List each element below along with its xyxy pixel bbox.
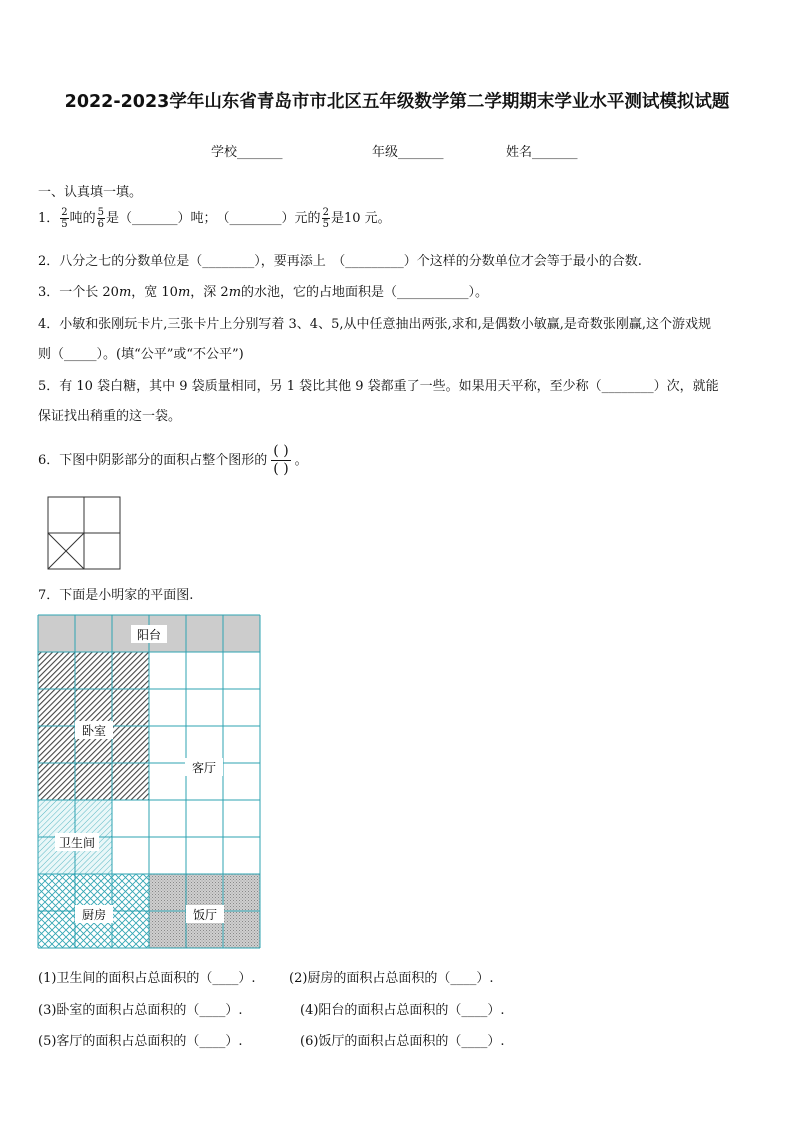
name-field[interactable]: 姓名_______ — [506, 145, 578, 160]
q1-number: 1． — [38, 211, 60, 226]
question-5-line-1: 5．有 10 袋白糖，其中 9 袋质量相同，另 1 袋比其他 9 袋都重了一些。如果用天平称，至少称（________）次，就能 — [38, 379, 719, 394]
q6-grid-figure — [47, 496, 123, 570]
question-4-line-1: 4．小敏和张刚玩卡片,三张卡片上分别写着 3、4、5,从中任意抽出两张,求和,是偶数小敏赢,是奇数张刚赢,这个游戏规 — [38, 317, 712, 332]
question-1 — [38, 207, 391, 230]
fraction-5-6: $\frac{5}{6}$ — [97, 207, 105, 230]
question-6: 6．下图中阴影部分的面积占整个图形的 $\frac{( )}{( )}$ 。 — [38, 443, 308, 477]
floor-plan — [37, 614, 263, 952]
question-2: 2．八分之七的分数单位是（________），要再添上 （_________）个这样的分数单位才会等于最小的合数. — [38, 254, 642, 269]
question-7: 7．下面是小明家的平面图. — [38, 588, 194, 603]
sub-question-2: (2)厨房的面积占总面积的（____）. — [289, 971, 494, 986]
label-balcony: 阳台 — [136, 628, 162, 642]
q1-text-b: 是（_______）吨； （________）元的 — [106, 211, 321, 226]
sub-question-1: (1)卫生间的面积占总面积的（____）. — [38, 971, 256, 986]
fraction-2-5: $\frac{2}{5}$ — [61, 207, 68, 230]
label-bathroom: 卫生间 — [58, 836, 96, 850]
q6-text: 6．下图中阴影部分的面积占整个图形的 — [38, 453, 268, 468]
label-dining-room: 饭厅 — [192, 908, 218, 922]
sub-question-5: (5)客厅的面积占总面积的（____）. — [38, 1034, 243, 1049]
fraction-2-5-b: $\frac{2}{5}$ — [322, 207, 329, 230]
section-heading: 一、认真填一填。 — [38, 185, 143, 200]
question-5-line-2: 保证找出稍重的这一袋。 — [38, 409, 182, 424]
page-title: 2022-2023学年山东省青岛市市北区五年级数学第二学期期末学业水平测试模拟试题 — [64, 92, 730, 112]
sub-question-3: (3)卧室的面积占总面积的（____）. — [38, 1003, 243, 1018]
grade-field[interactable]: 年级_______ — [372, 145, 444, 160]
q1-text-a: 吨的 — [69, 211, 96, 226]
sub-question-6: (6)饭厅的面积占总面积的（____）. — [300, 1034, 505, 1049]
sub-question-4: (4)阳台的面积占总面积的（____）. — [300, 1003, 505, 1018]
question-4-line-2: 则（_____）。(填“公平”或“不公平”) — [38, 347, 244, 362]
label-living-room: 客厅 — [191, 761, 217, 775]
answer-fraction[interactable]: $\frac{( )}{( )}$ — [273, 443, 289, 477]
question-3: 3．一个长 20m，宽 10m，深 2m的水池，它的占地面积是（___________）。 — [38, 285, 489, 300]
label-bedroom: 卧室 — [81, 724, 107, 738]
label-kitchen: 厨房 — [81, 908, 107, 922]
q1-text-c: 是10 元。 — [330, 211, 391, 226]
school-field[interactable]: 学校_______ — [211, 145, 283, 160]
